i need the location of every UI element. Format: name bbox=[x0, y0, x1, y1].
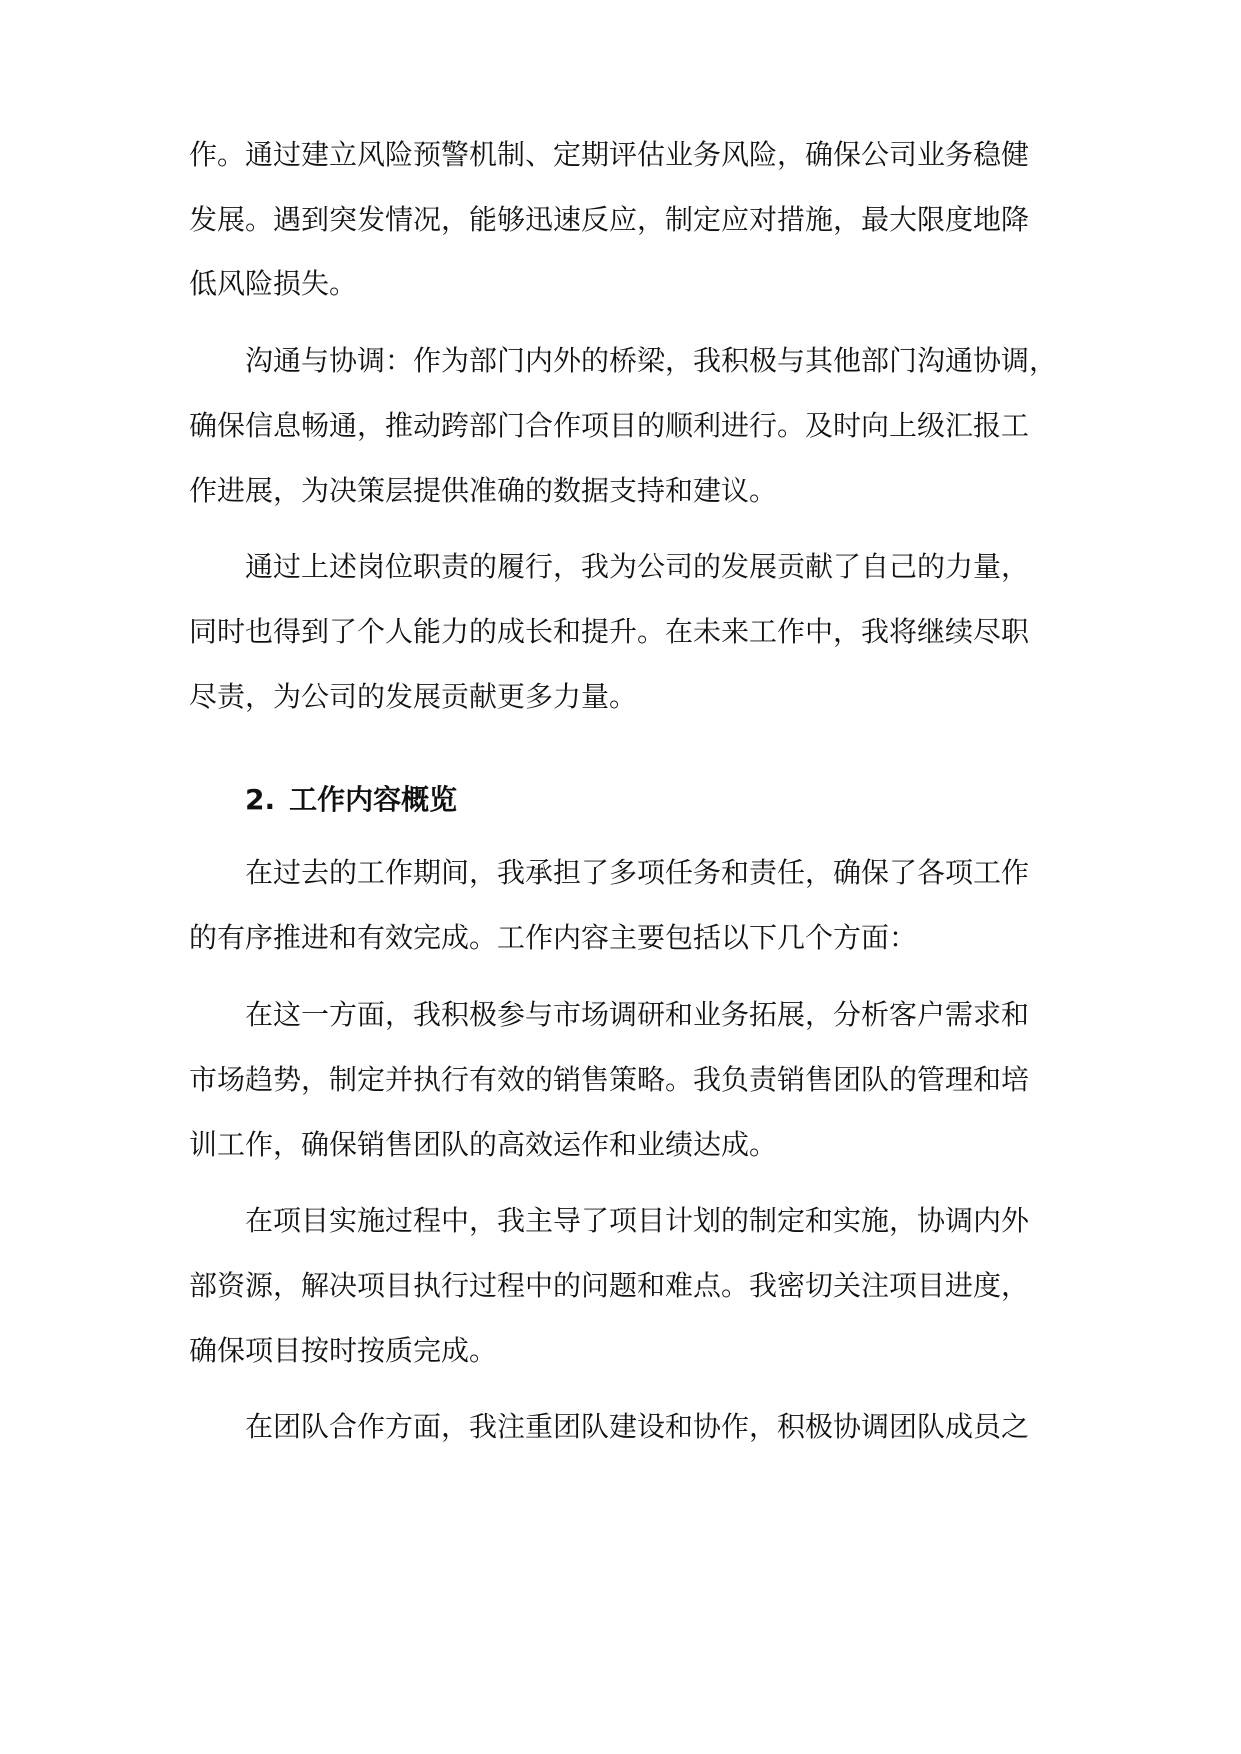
text-line: 低风险损失。 bbox=[189, 267, 358, 300]
text-line: 确保信息畅通，推动跨部门合作项目的顺利进行。及时向上级汇报工 bbox=[189, 409, 1030, 442]
text-line: 通过上述岗位职责的履行，我为公司的发展贡献了自己的力量， bbox=[245, 550, 1030, 583]
text-line: 确保项目按时按质完成。 bbox=[189, 1334, 498, 1367]
text-line: 作。通过建立风险预警机制、定期评估业务风险，确保公司业务稳健 bbox=[189, 138, 1030, 171]
text-line: 在项目实施过程中，我主导了项目计划的制定和实施，协调内外 bbox=[245, 1204, 1030, 1237]
text-line: 市场趋势，制定并执行有效的销售策略。我负责销售团队的管理和培 bbox=[189, 1063, 1030, 1096]
text-line: 同时也得到了个人能力的成长和提升。在未来工作中，我将继续尽职 bbox=[189, 615, 1030, 648]
text-line: 尽责，为公司的发展贡献更多力量。 bbox=[189, 680, 638, 713]
section-number: 2. bbox=[245, 783, 276, 816]
text-line: 作进展，为决策层提供准确的数据支持和建议。 bbox=[189, 474, 778, 507]
text-line: 发展。遇到突发情况，能够迅速反应，制定应对措施，最大限度地降 bbox=[189, 203, 1030, 236]
text-line: 沟通与协调：作为部门内外的桥梁，我积极与其他部门沟通协调， bbox=[245, 344, 1058, 377]
text-line: 训工作，确保销售团队的高效运作和业绩达成。 bbox=[189, 1128, 778, 1161]
text-line: 部资源，解决项目执行过程中的问题和难点。我密切关注项目进度， bbox=[189, 1269, 1030, 1302]
section-title: 工作内容概览 bbox=[289, 783, 458, 816]
text-line: 的有序推进和有效完成。工作内容主要包括以下几个方面： bbox=[189, 921, 918, 954]
text-line: 在这一方面，我积极参与市场调研和业务拓展，分析客户需求和 bbox=[245, 998, 1030, 1031]
text-line: 在团队合作方面，我注重团队建设和协作，积极协调团队成员之 bbox=[245, 1410, 1030, 1443]
text-line: 在过去的工作期间，我承担了多项任务和责任，确保了各项工作 bbox=[245, 856, 1030, 889]
section-heading bbox=[245, 780, 457, 820]
